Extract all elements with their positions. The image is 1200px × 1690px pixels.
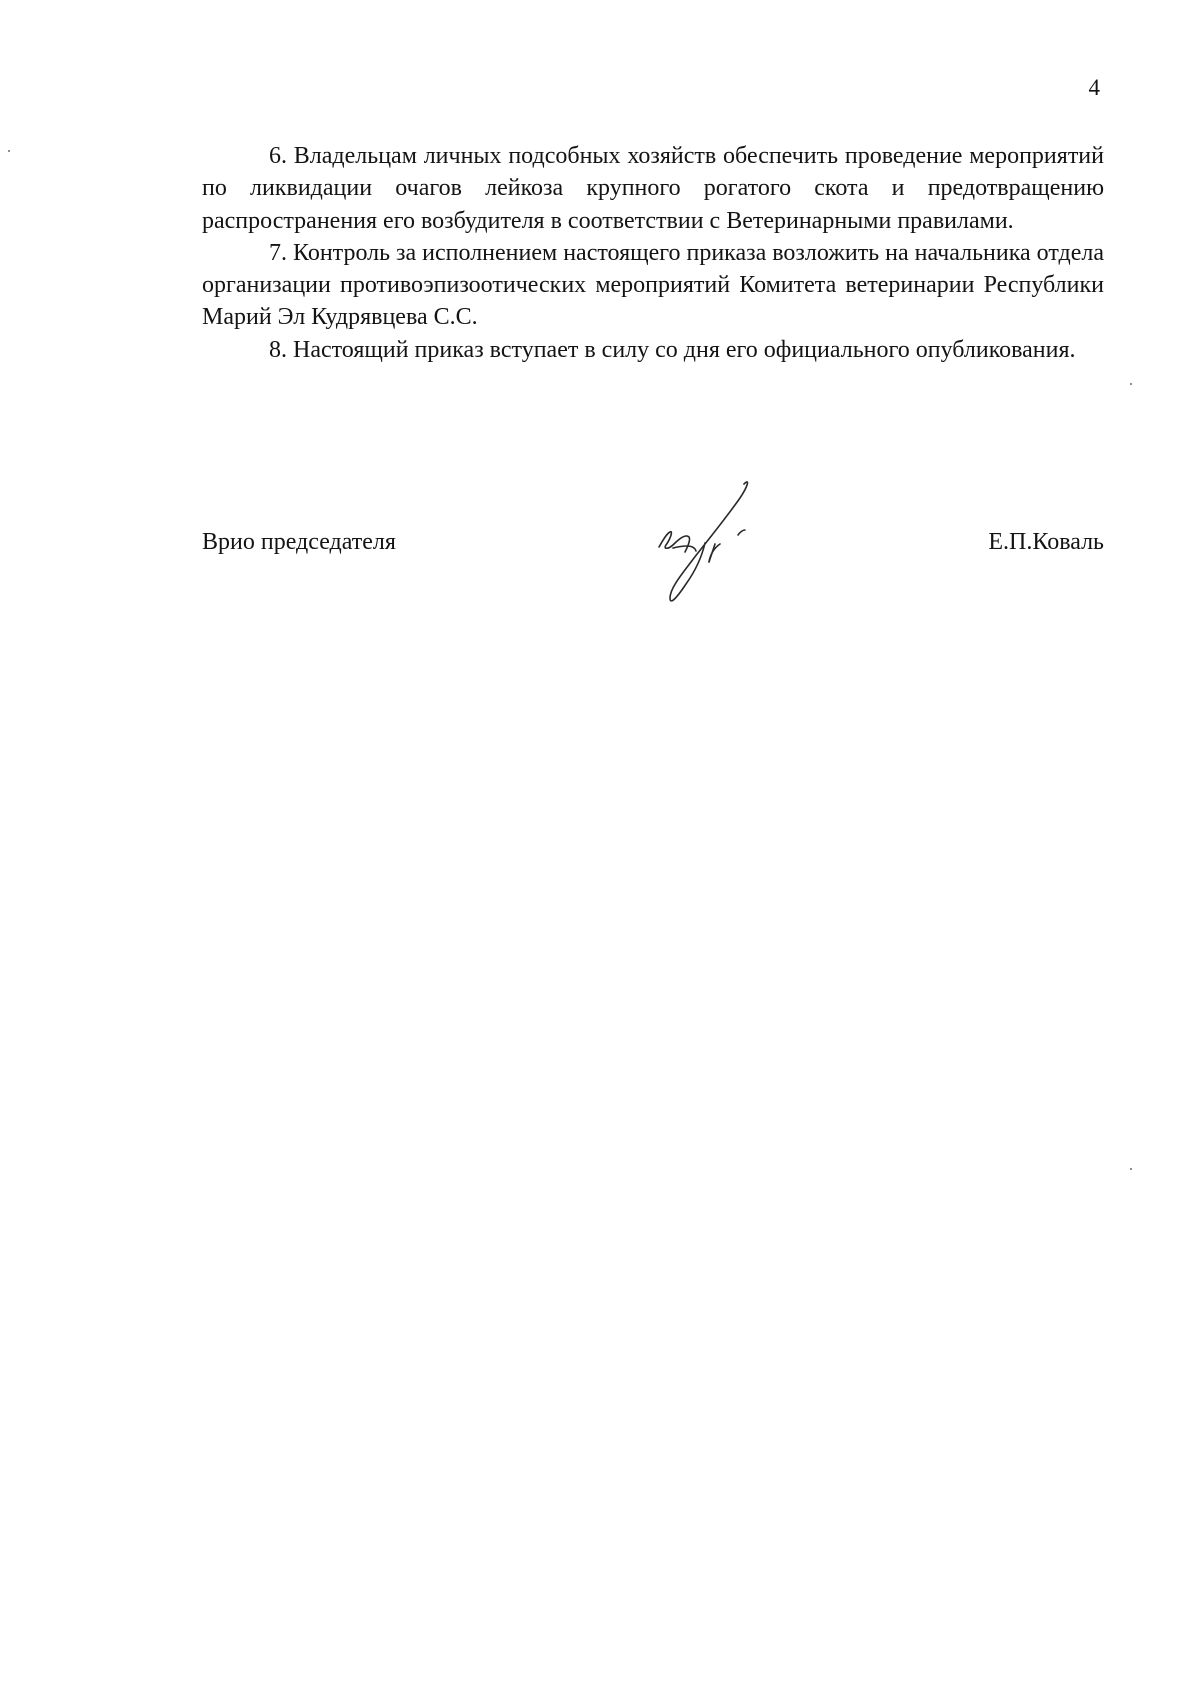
page-number: 4 xyxy=(1088,75,1100,100)
signatory-name: Е.П.Коваль xyxy=(988,529,1104,555)
paragraph-6: 6. Владельцам личных подсобных хозяйств обеспечить проведение мероприятий по ликвидации очагов лейкоза крупного рогатого скота и предотвращению распространения его возбудителя в соответствии с Ветеринарными правилами. xyxy=(202,143,1104,234)
scan-speck xyxy=(1130,383,1132,385)
paragraph-7: 7. Контроль за исполнением настоящего приказа возложить на начальника отдела организации противоэпизоотических мероприятий Комитета ветеринарии Республики Марий Эл Кудрявцева С.С. xyxy=(202,239,1105,331)
paragraph-8: 8. Настоящий приказ вступает в силу со дня его официального опубликования. xyxy=(269,336,1076,363)
document-body xyxy=(202,140,1104,366)
handwritten-signature xyxy=(640,458,790,608)
signatory-position: Врио председателя xyxy=(202,529,396,555)
scan-speck xyxy=(1130,1168,1132,1170)
scan-speck xyxy=(8,150,10,152)
